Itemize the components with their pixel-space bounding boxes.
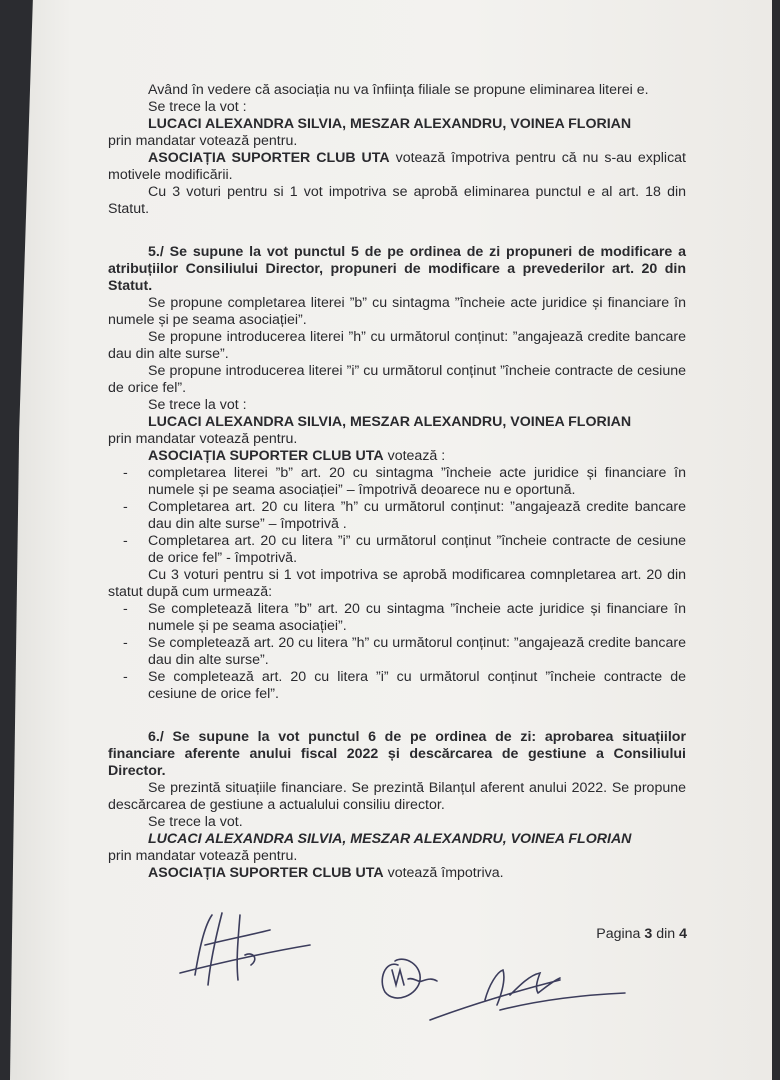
proposal-b: Se propune completarea literei ”b” cu sintagma ”încheie acte juridice și financiare în numele și pe seama asociației”.: [108, 295, 686, 328]
voters-names: LUCACI ALEXANDRA SILVIA, MESZAR ALEXANDRU, VOINEA FLORIAN: [148, 831, 632, 847]
list-item: - completarea literei ”b” art. 20 cu sintagma ”încheie acte juridice și financiare în numele și pe seama asociației” – împotrivă deoarece nu e oportună.: [148, 465, 686, 499]
section-6-heading: 6./ Se supune la vot punctul 6 de pe ordinea de zi: aprobarea situațiilor financiare aferente anului fiscal 2022 și descărcarea de gestiune a Consiliului Director.: [108, 729, 686, 779]
club-vote-text: votează împotriva.: [383, 865, 504, 881]
club-vote-list: [108, 465, 686, 567]
voters-names: LUCACI ALEXANDRA SILVIA, MESZAR ALEXANDRU, VOINEA FLORIAN: [148, 414, 632, 430]
club-name: ASOCIAȚIA SUPORTER CLUB UTA: [148, 150, 390, 166]
page-sep: din: [652, 926, 680, 942]
vote-call: Se trece la vot :: [148, 397, 247, 413]
list-item: - Se completează litera ”b” art. 20 cu sintagma ”încheie acte juridice și financiare în numele și pe seama asociației”.: [148, 601, 686, 635]
intro-line: Având în vedere că asociația nu va înființa filiale se propune eliminarea literei e.: [148, 82, 649, 98]
list-item: - Completarea art. 20 cu litera ”i” cu următorul conținut ”încheie contracte de cesiune de orice fel” - împotrivă.: [148, 533, 686, 567]
vote-call: Se trece la vot.: [148, 814, 243, 830]
vote-result: Cu 3 voturi pentru si 1 vot impotriva se aprobă eliminarea punctul e al art. 18 din Statut.: [108, 184, 686, 217]
section-6-text: Se prezintă situațiile financiare. Se prezintă Bilanțul aferent anului 2022. Se propune descărcarea de gestiune a actualului consiliu director.: [108, 780, 686, 813]
signatures: [0, 895, 780, 1080]
proposal-i: Se propune introducerea literei ”i” cu următorul conținut ”încheie contracte de cesiune de orice fel”.: [108, 363, 686, 396]
section-5-heading: 5./ Se supune la vot punctul 5 de pe ordinea de zi propuneri de modificare a atribuțiilor Consiliului Director, propuneri de modificare a prevederilor art. 20 din Statut.: [108, 244, 686, 294]
mandate-line: prin mandatar votează pentru.: [108, 431, 298, 447]
page-label: Pagina: [596, 926, 645, 942]
club-vote-text: votează împotriva pentru că nu s-au explicat motivele modificării.: [108, 150, 686, 183]
club-vote-text: votează :: [383, 448, 446, 464]
list-item: - Completarea art. 20 cu litera ”h” cu următorul conținut: ”angajează credite bancare dau din alte surse” – împotrivă .: [148, 499, 686, 533]
approved-changes-list: [108, 601, 686, 703]
list-item: - Se completează art. 20 cu litera ”i” cu următorul conținut ”încheie contracte de cesiune de orice fel”.: [148, 669, 686, 703]
club-name: ASOCIAȚIA SUPORTER CLUB UTA: [148, 448, 384, 464]
list-item: - Se completează art. 20 cu litera ”h” cu următorul conținut: ”angajează credite bancare dau din alte surse”.: [148, 635, 686, 669]
page-current: 3: [644, 926, 653, 942]
voters-names: LUCACI ALEXANDRA SILVIA, MESZAR ALEXANDRU, VOINEA FLORIAN: [148, 116, 632, 132]
signature-3: [430, 970, 625, 1020]
vote-call: Se trece la vot :: [148, 99, 247, 115]
document-body: [108, 82, 686, 882]
club-name: ASOCIAȚIA SUPORTER CLUB UTA: [148, 865, 384, 881]
proposal-h: Se propune introducerea literei ”h” cu următorul conținut: ”angajează credite bancare dau din alte surse”.: [108, 329, 686, 362]
signature-2: [382, 959, 437, 998]
mandate-line: prin mandatar votează pentru.: [108, 848, 298, 864]
club-vote: [108, 865, 686, 882]
mandate-line: prin mandatar votează pentru.: [108, 133, 298, 149]
page-total: 4: [679, 926, 687, 942]
club-vote: [108, 150, 686, 184]
club-vote: [108, 448, 686, 465]
vote-result: Cu 3 voturi pentru si 1 vot impotriva se aprobă modificarea comnpletarea art. 20 din statut după cum urmează:: [108, 567, 686, 600]
signature-1: [180, 913, 310, 985]
